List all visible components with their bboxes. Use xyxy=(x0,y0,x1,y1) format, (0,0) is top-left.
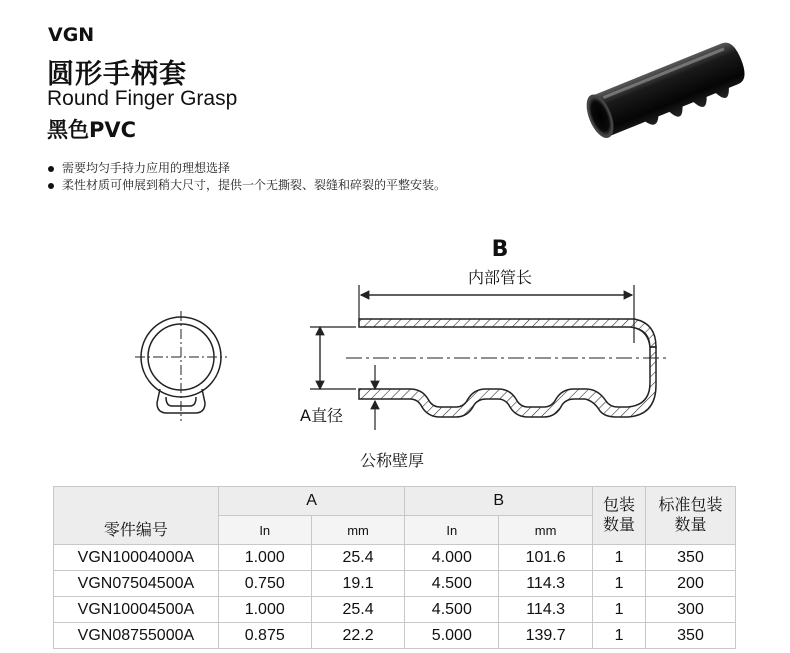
pack-qty-cell: 1 xyxy=(593,545,646,571)
part-number-header: 零件编号 xyxy=(54,487,219,545)
a-in-cell: 1.000 xyxy=(218,545,311,571)
part-number-cell: VGN10004000A xyxy=(54,545,219,571)
b-mm-cell: 139.7 xyxy=(499,623,593,649)
a-in-cell: 0.875 xyxy=(218,623,311,649)
feature-item xyxy=(48,160,446,177)
feature-list xyxy=(48,160,446,194)
table-row xyxy=(54,623,736,649)
feature-text: 柔性材质可伸展到稍大尺寸，提供一个无撕裂、裂缝和碎裂的平整安装。 xyxy=(62,178,447,192)
b-in-cell: 4.500 xyxy=(405,571,499,597)
a-diameter-label: A直径 xyxy=(300,406,343,425)
b-in-cell: 5.000 xyxy=(405,623,499,649)
pack-qty-cell: 1 xyxy=(593,571,646,597)
unit-in-header: In xyxy=(405,516,499,545)
bullet-icon xyxy=(48,183,54,189)
column-group-b: B xyxy=(405,487,593,516)
std-pack-cell: 200 xyxy=(645,571,735,597)
a-in-cell: 0.750 xyxy=(218,571,311,597)
unit-in-header: In xyxy=(218,516,311,545)
technical-drawing xyxy=(0,225,790,470)
product-title-en: Round Finger Grasp xyxy=(47,87,238,110)
table-row xyxy=(54,571,736,597)
a-mm-cell: 19.1 xyxy=(311,571,405,597)
a-mm-cell: 22.2 xyxy=(311,623,405,649)
pack-qty-text: 包装数量 xyxy=(603,496,636,534)
spec-table xyxy=(53,486,736,649)
b-in-cell: 4.500 xyxy=(405,597,499,623)
std-pack-header xyxy=(645,487,735,545)
column-group-a: A xyxy=(218,487,405,516)
a-mm-cell: 25.4 xyxy=(311,545,405,571)
dimension-b-label: B xyxy=(491,237,509,262)
part-number-cell: VGN08755000A xyxy=(54,623,219,649)
feature-text: 需要均匀手持力应用的理想选择 xyxy=(62,161,231,175)
std-pack-cell: 350 xyxy=(645,623,735,649)
feature-item xyxy=(48,177,446,194)
unit-mm-header: mm xyxy=(311,516,405,545)
product-photo xyxy=(575,20,755,160)
std-pack-cell: 350 xyxy=(645,545,735,571)
pack-qty-cell: 1 xyxy=(593,597,646,623)
inner-length-label: 内部管长 xyxy=(467,268,533,287)
b-mm-cell: 114.3 xyxy=(499,571,593,597)
b-in-cell: 4.000 xyxy=(405,545,499,571)
b-mm-cell: 101.6 xyxy=(499,545,593,571)
unit-mm-header: mm xyxy=(499,516,593,545)
a-mm-cell: 25.4 xyxy=(311,597,405,623)
std-pack-cell: 300 xyxy=(645,597,735,623)
end-view xyxy=(135,311,227,421)
table-row xyxy=(54,545,736,571)
std-pack-text: 标准包装数量 xyxy=(658,496,723,534)
b-mm-cell: 114.3 xyxy=(499,597,593,623)
table-row xyxy=(54,597,736,623)
a-in-cell: 1.000 xyxy=(218,597,311,623)
pack-qty-header xyxy=(593,487,646,545)
product-material: 黑色PVC xyxy=(47,118,137,142)
part-number-cell: VGN07504500A xyxy=(54,571,219,597)
wall-thickness-label: 公称壁厚 xyxy=(360,451,425,470)
product-title-zh: 圆形手柄套 xyxy=(47,59,187,90)
part-number-cell: VGN10004500A xyxy=(54,597,219,623)
bullet-icon xyxy=(48,166,54,172)
pack-qty-cell: 1 xyxy=(593,623,646,649)
product-code: VGN xyxy=(48,24,95,46)
